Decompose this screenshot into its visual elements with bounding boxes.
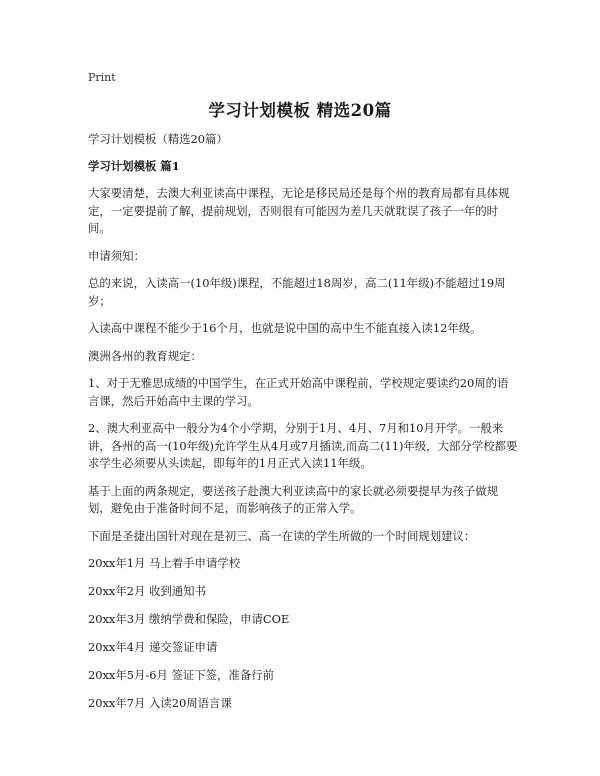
paragraph-state-rules: 澳洲各州的教育规定： — [88, 348, 202, 363]
paragraph-schedule-intro: 下面是圣捷出国针对现在是初三、高一在读的学生所做的一个时间规划建议： — [88, 528, 476, 543]
paragraph-intro: 大家要清楚，去澳大利亚读高中课程，无论是移民局还是每个州的教育局都有具体规定，一定要提前了解，提前规划，否则很有可能因为差几天就耽误了孩子一年的时间。 — [88, 186, 510, 235]
schedule-item: 20xx年2月 收到通知书 — [88, 584, 206, 598]
paragraph-rule-1: 1、对于无雅思成绩的中国学生，在正式开始高中课程前，学校规定要读约20周的语言课，然后开始高中主课的学习。 — [88, 376, 509, 408]
paragraph-duration: 入读高中课程不能少于16个月，也就是说中国的高中生不能直接入读12年级。 — [88, 321, 482, 335]
print-label[interactable]: Print — [88, 71, 116, 84]
schedule-item: 20xx年3月 缴纳学费和保险，申请COE — [88, 612, 290, 626]
paragraph-planning: 基于上面的两条规定，要送孩子赴澳大利亚读高中的家长就必须要提早为孩子做规划，避免由于准备时间不足，而影响孩子的正常入学。 — [88, 483, 499, 515]
document-body — [88, 131, 518, 723]
schedule-item: 20xx年5月-6月 签证下签，准备行前 — [88, 668, 274, 682]
paragraph-age-limit: 总的来说，入读高一(10年级)课程，不能超过18周岁，高二(11年级)不能超过19周岁； — [88, 276, 506, 308]
page-title: 学习计划模板 精选20篇 — [208, 101, 392, 120]
document-subtitle: 学习计划模板（精选20篇） — [88, 132, 228, 146]
schedule-item: 20xx年4月 递交签证申请 — [88, 640, 218, 654]
paragraph-application-notice: 申请须知： — [88, 248, 145, 263]
schedule-list — [88, 555, 518, 713]
schedule-item: 20xx年7月 入读20周语言课 — [88, 696, 232, 710]
schedule-item: 20xx年1月 马上着手申请学校 — [88, 556, 241, 570]
section-heading: 学习计划模板 篇1 — [88, 158, 180, 173]
paragraph-rule-2: 2、澳大利亚高中一般分为4个小学期，分别于1月、4月、7月和10月开学。一般来讲，各州的高一(10年级)允许学生从4月或7月插读,而高二(11)年级，大部分学校都要求学生必须要从头读起，即每年的1月正式入读11年级。 — [88, 421, 518, 470]
